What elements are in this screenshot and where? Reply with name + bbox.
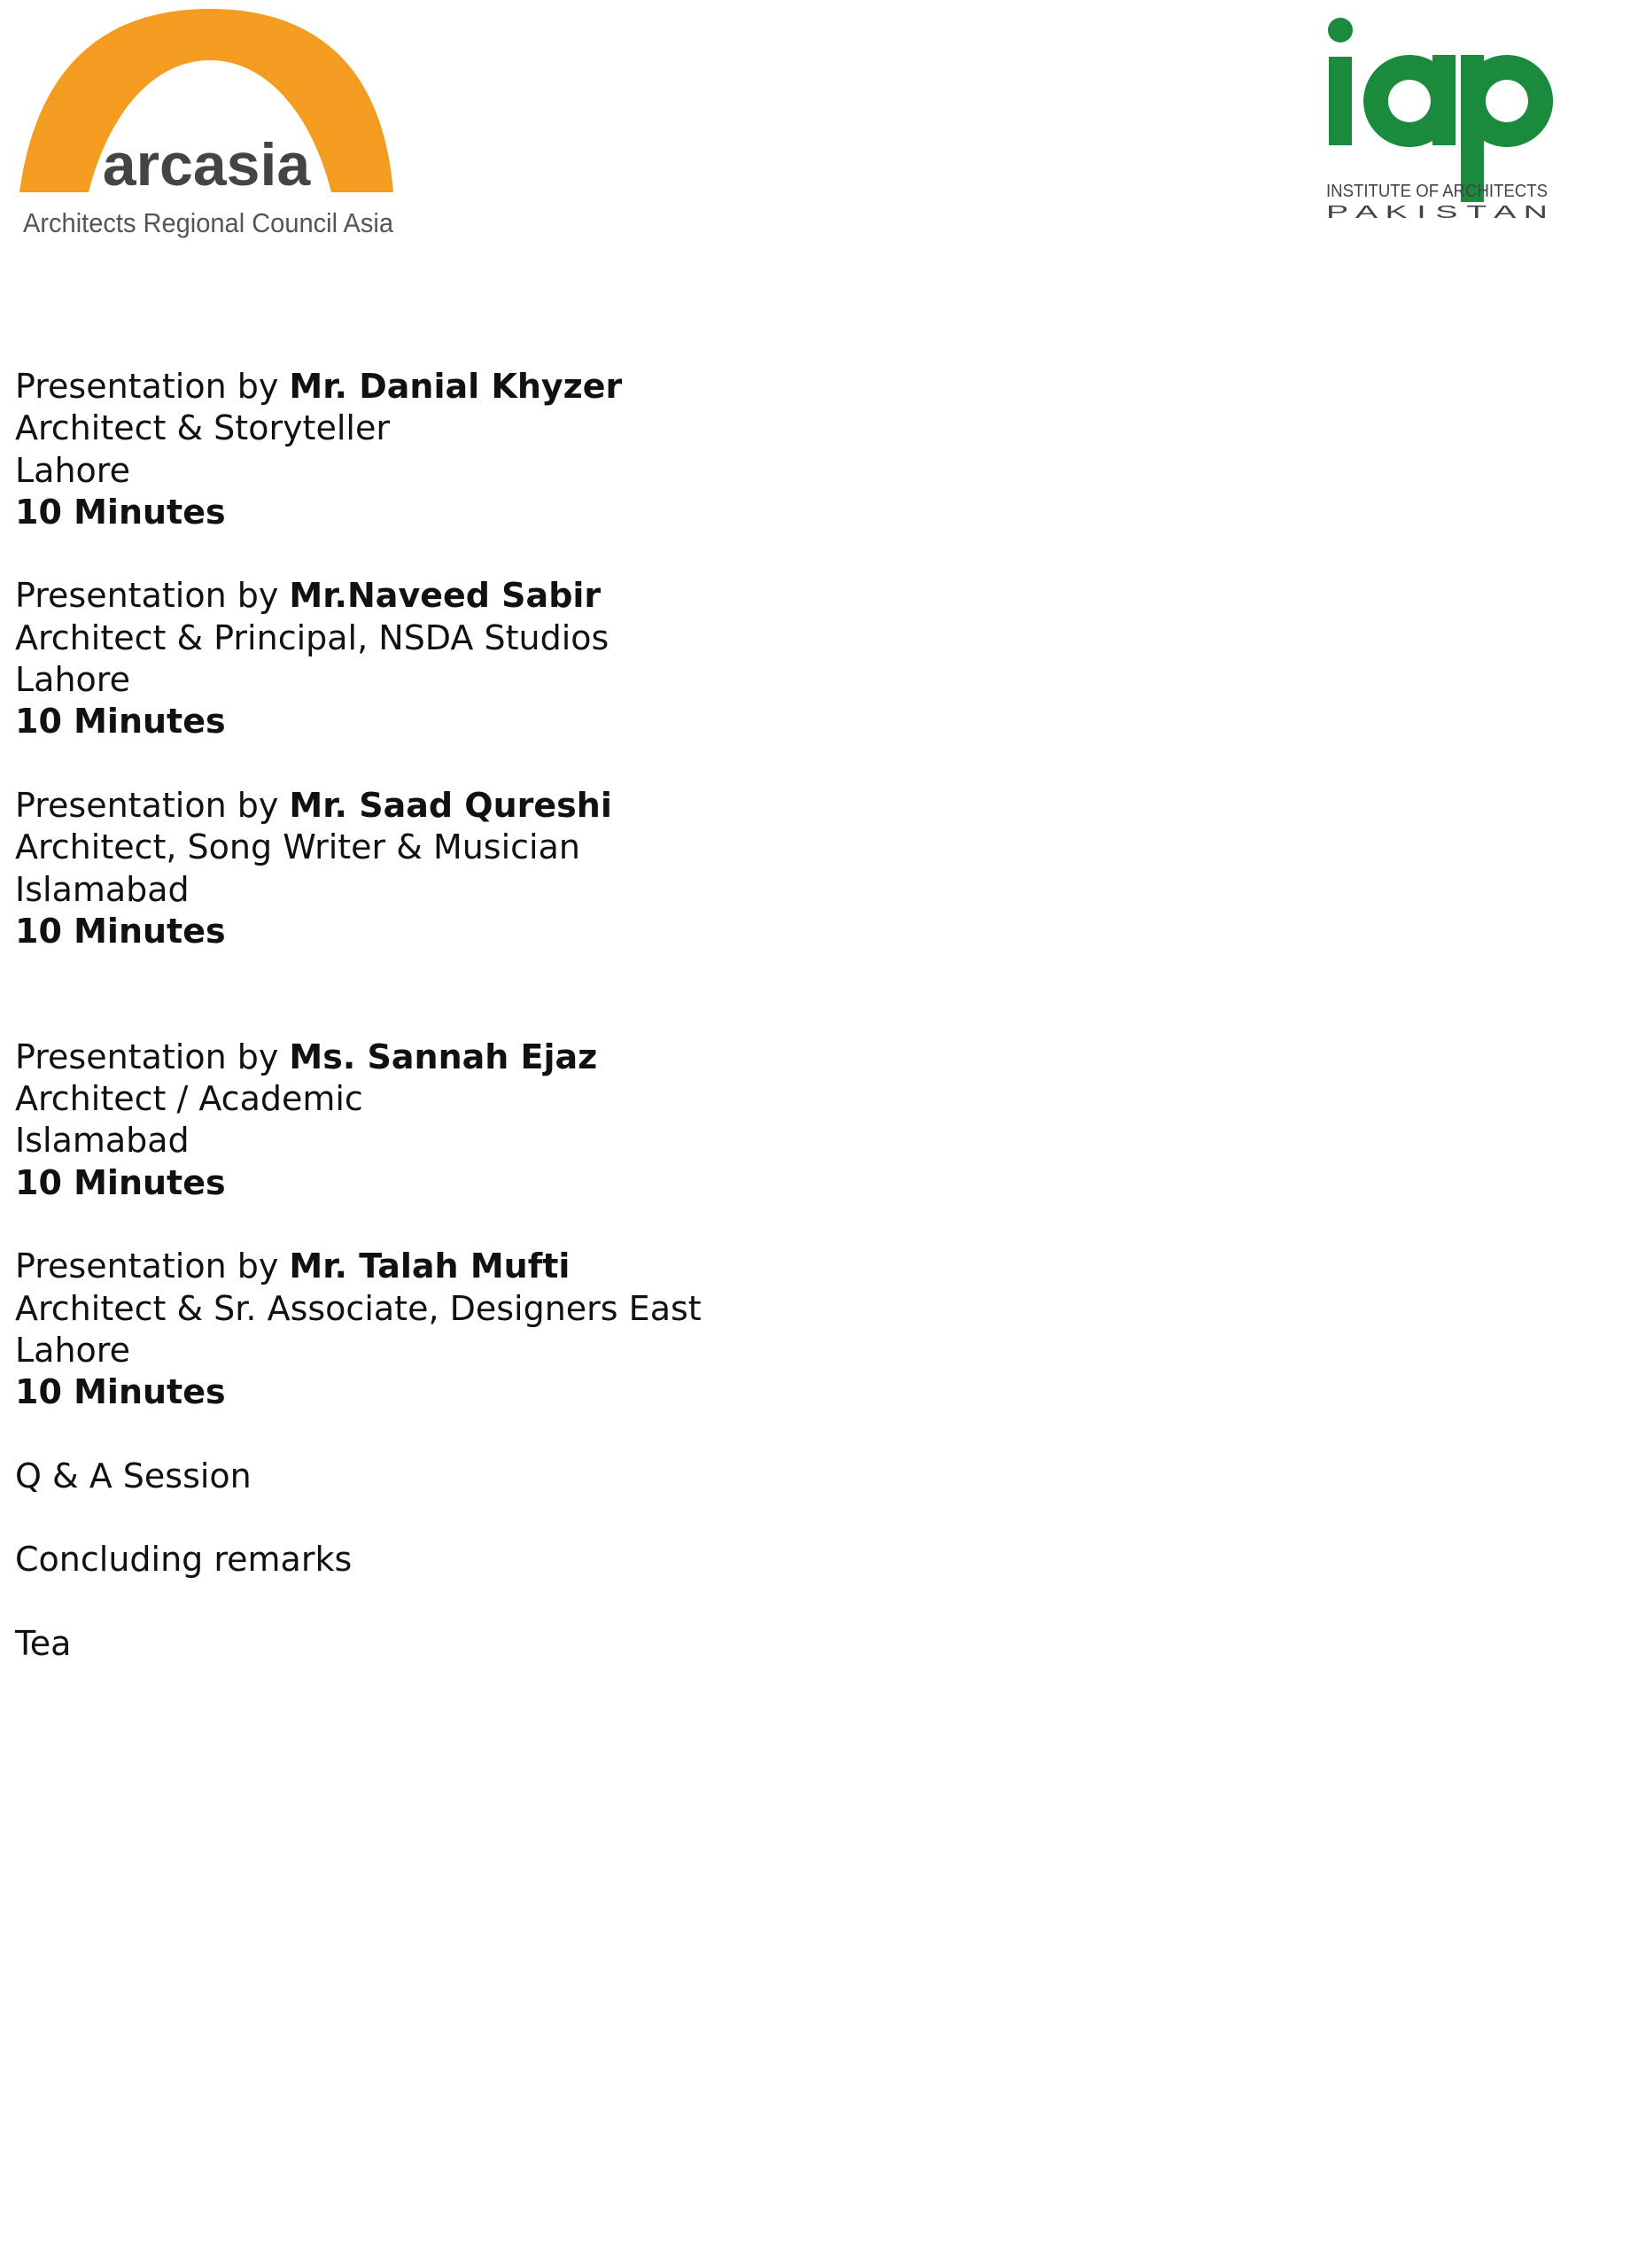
presenter-prefix: Presentation by [15, 576, 290, 616]
presentation-block [15, 785, 1167, 952]
presenter-prefix: Presentation by [15, 1037, 290, 1076]
presenter-city: Lahore [15, 1330, 130, 1370]
spacer [15, 952, 1167, 1037]
presenter-prefix: Presentation by [15, 1247, 290, 1286]
presenter-role: Architect & Sr. Associate, Designers East [15, 1288, 702, 1328]
presenter-prefix: Presentation by [15, 367, 290, 406]
concluding-remarks: Concluding remarks [15, 1540, 353, 1580]
iap-mark-icon [1328, 18, 1553, 202]
presenter-line [15, 575, 1167, 617]
spacer [15, 1497, 1167, 1539]
presenter-name: Mr. Danial Khyzer [289, 367, 623, 406]
presenter-line [15, 1246, 1167, 1287]
presentation-duration: 10 Minutes [15, 911, 226, 951]
presentation-duration: 10 Minutes [15, 1372, 226, 1412]
spacer [15, 1413, 1167, 1455]
presenter-name: Mr. Talah Mufti [289, 1247, 571, 1286]
presenter-city: Lahore [15, 450, 130, 490]
presenter-line [15, 1037, 1167, 1078]
presenter-role: Architect & Storyteller [15, 408, 390, 448]
presenter-city: Lahore [15, 660, 130, 700]
programme [15, 366, 1167, 1665]
presenter-role: Architect, Song Writer & Musician [15, 827, 580, 867]
spacer [15, 1204, 1167, 1246]
presenter-role: Architect / Academic [15, 1079, 363, 1119]
presentation-block [15, 366, 1167, 533]
arcasia-logo [19, 9, 409, 248]
presenter-line [15, 785, 1167, 827]
presentation-block [15, 575, 1167, 742]
presenter-name: Mr.Naveed Sabir [289, 576, 602, 616]
presentation-duration: 10 Minutes [15, 492, 226, 532]
presentation-block [15, 1037, 1167, 1204]
spacer [15, 743, 1167, 785]
presenter-name: Ms. Sannah Ejaz [289, 1037, 598, 1076]
arcasia-tagline: Architects Regional Council Asia [23, 207, 394, 238]
iap-line1: INSTITUTE OF ARCHITECTS [1326, 182, 1548, 201]
presenter-role: Architect & Principal, NSDA Studios [15, 617, 609, 657]
presenter-city: Islamabad [15, 1121, 190, 1161]
presenter-line [15, 366, 1167, 408]
arcasia-wordmark: arcasia [102, 131, 311, 198]
iap-line2: P A K I S T A N [1326, 203, 1548, 221]
presenter-prefix: Presentation by [15, 785, 290, 825]
spacer [15, 1581, 1167, 1623]
iap-logo [1324, 16, 1564, 221]
presentation-block [15, 1246, 1167, 1413]
presentation-duration: 10 Minutes [15, 1162, 226, 1202]
qa-session: Q & A Session [15, 1456, 252, 1495]
presenter-city: Islamabad [15, 869, 190, 909]
spacer [15, 533, 1167, 575]
tea: Tea [15, 1623, 72, 1663]
presenter-name: Mr. Saad Qureshi [289, 785, 612, 825]
presentation-duration: 10 Minutes [15, 702, 226, 742]
